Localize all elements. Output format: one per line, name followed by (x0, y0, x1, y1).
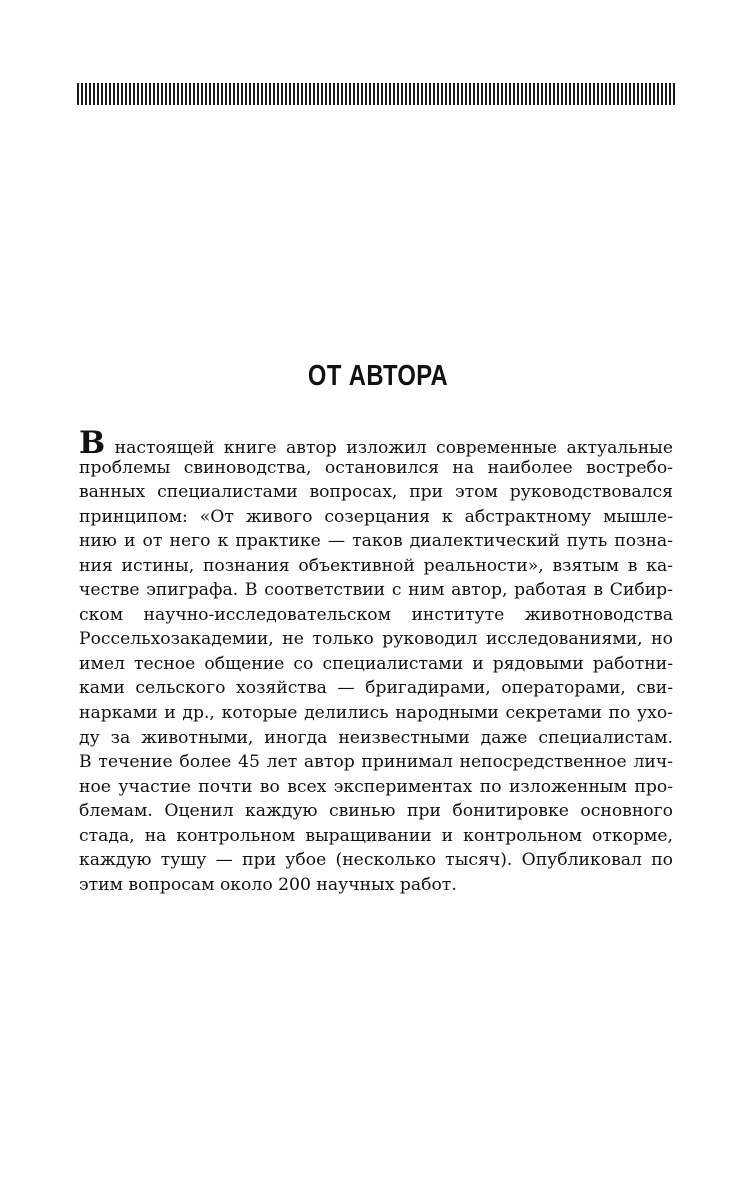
paragraph-line: Россельхозакадемии, не только руководил исследованиями, но (79, 629, 673, 650)
paragraph-line: ное участие почти во всех экспериментах по изложенным про- (79, 776, 673, 797)
paragraph-line: имел тесное общение со специалистами и рядовыми работни- (79, 653, 673, 674)
paragraph-line: ском научно-исследовательском институте животноводства (79, 604, 673, 625)
paragraph-line: ванных специалистами вопросах, при этом руководствовался (79, 482, 673, 503)
drop-cap: В (79, 425, 106, 461)
paragraph-line: проблемы свиноводства, остановился на наиболее востребо- (79, 457, 673, 478)
paragraph-line: нарками и др., которые делились народными секретами по ухо- (79, 703, 673, 724)
paragraph-line: ния истины, познания объективной реальности», взятым в ка- (79, 555, 673, 576)
paragraph-line: этим вопросам около 200 научных работ. (79, 874, 457, 895)
paragraph-line: В течение более 45 лет автор принимал непосредственное лич- (79, 752, 673, 773)
paragraph-line: нию и от него к практике — таков диалектический путь позна- (79, 531, 673, 552)
paragraph-line: каждую тушу — при убое (несколько тысяч). Опубликовал по (79, 850, 673, 871)
paragraph-line: принципом: «От живого созерцания к абстрактному мышле- (79, 506, 673, 527)
section-heading: ОТ АВТОРА (307, 360, 449, 392)
paragraph-line: стада, на контрольном выращивании и контрольном откорме, (79, 825, 673, 846)
paragraph-line: блемам. Оценил каждую свинью при бонитировке основного (79, 801, 673, 822)
decorative-header-rule (77, 83, 675, 105)
body-paragraph (79, 425, 673, 897)
paragraph-line: ками сельского хозяйства — бригадирами, операторами, сви- (79, 678, 673, 699)
paragraph-line: В настоящей книге автор изложил современные актуальные (79, 425, 673, 461)
paragraph-line: честве эпиграфа. В соответствии с ним автор, работая в Сибир- (79, 580, 673, 601)
paragraph-line: ду за животными, иногда неизвестными даже специалистам. (79, 727, 673, 748)
